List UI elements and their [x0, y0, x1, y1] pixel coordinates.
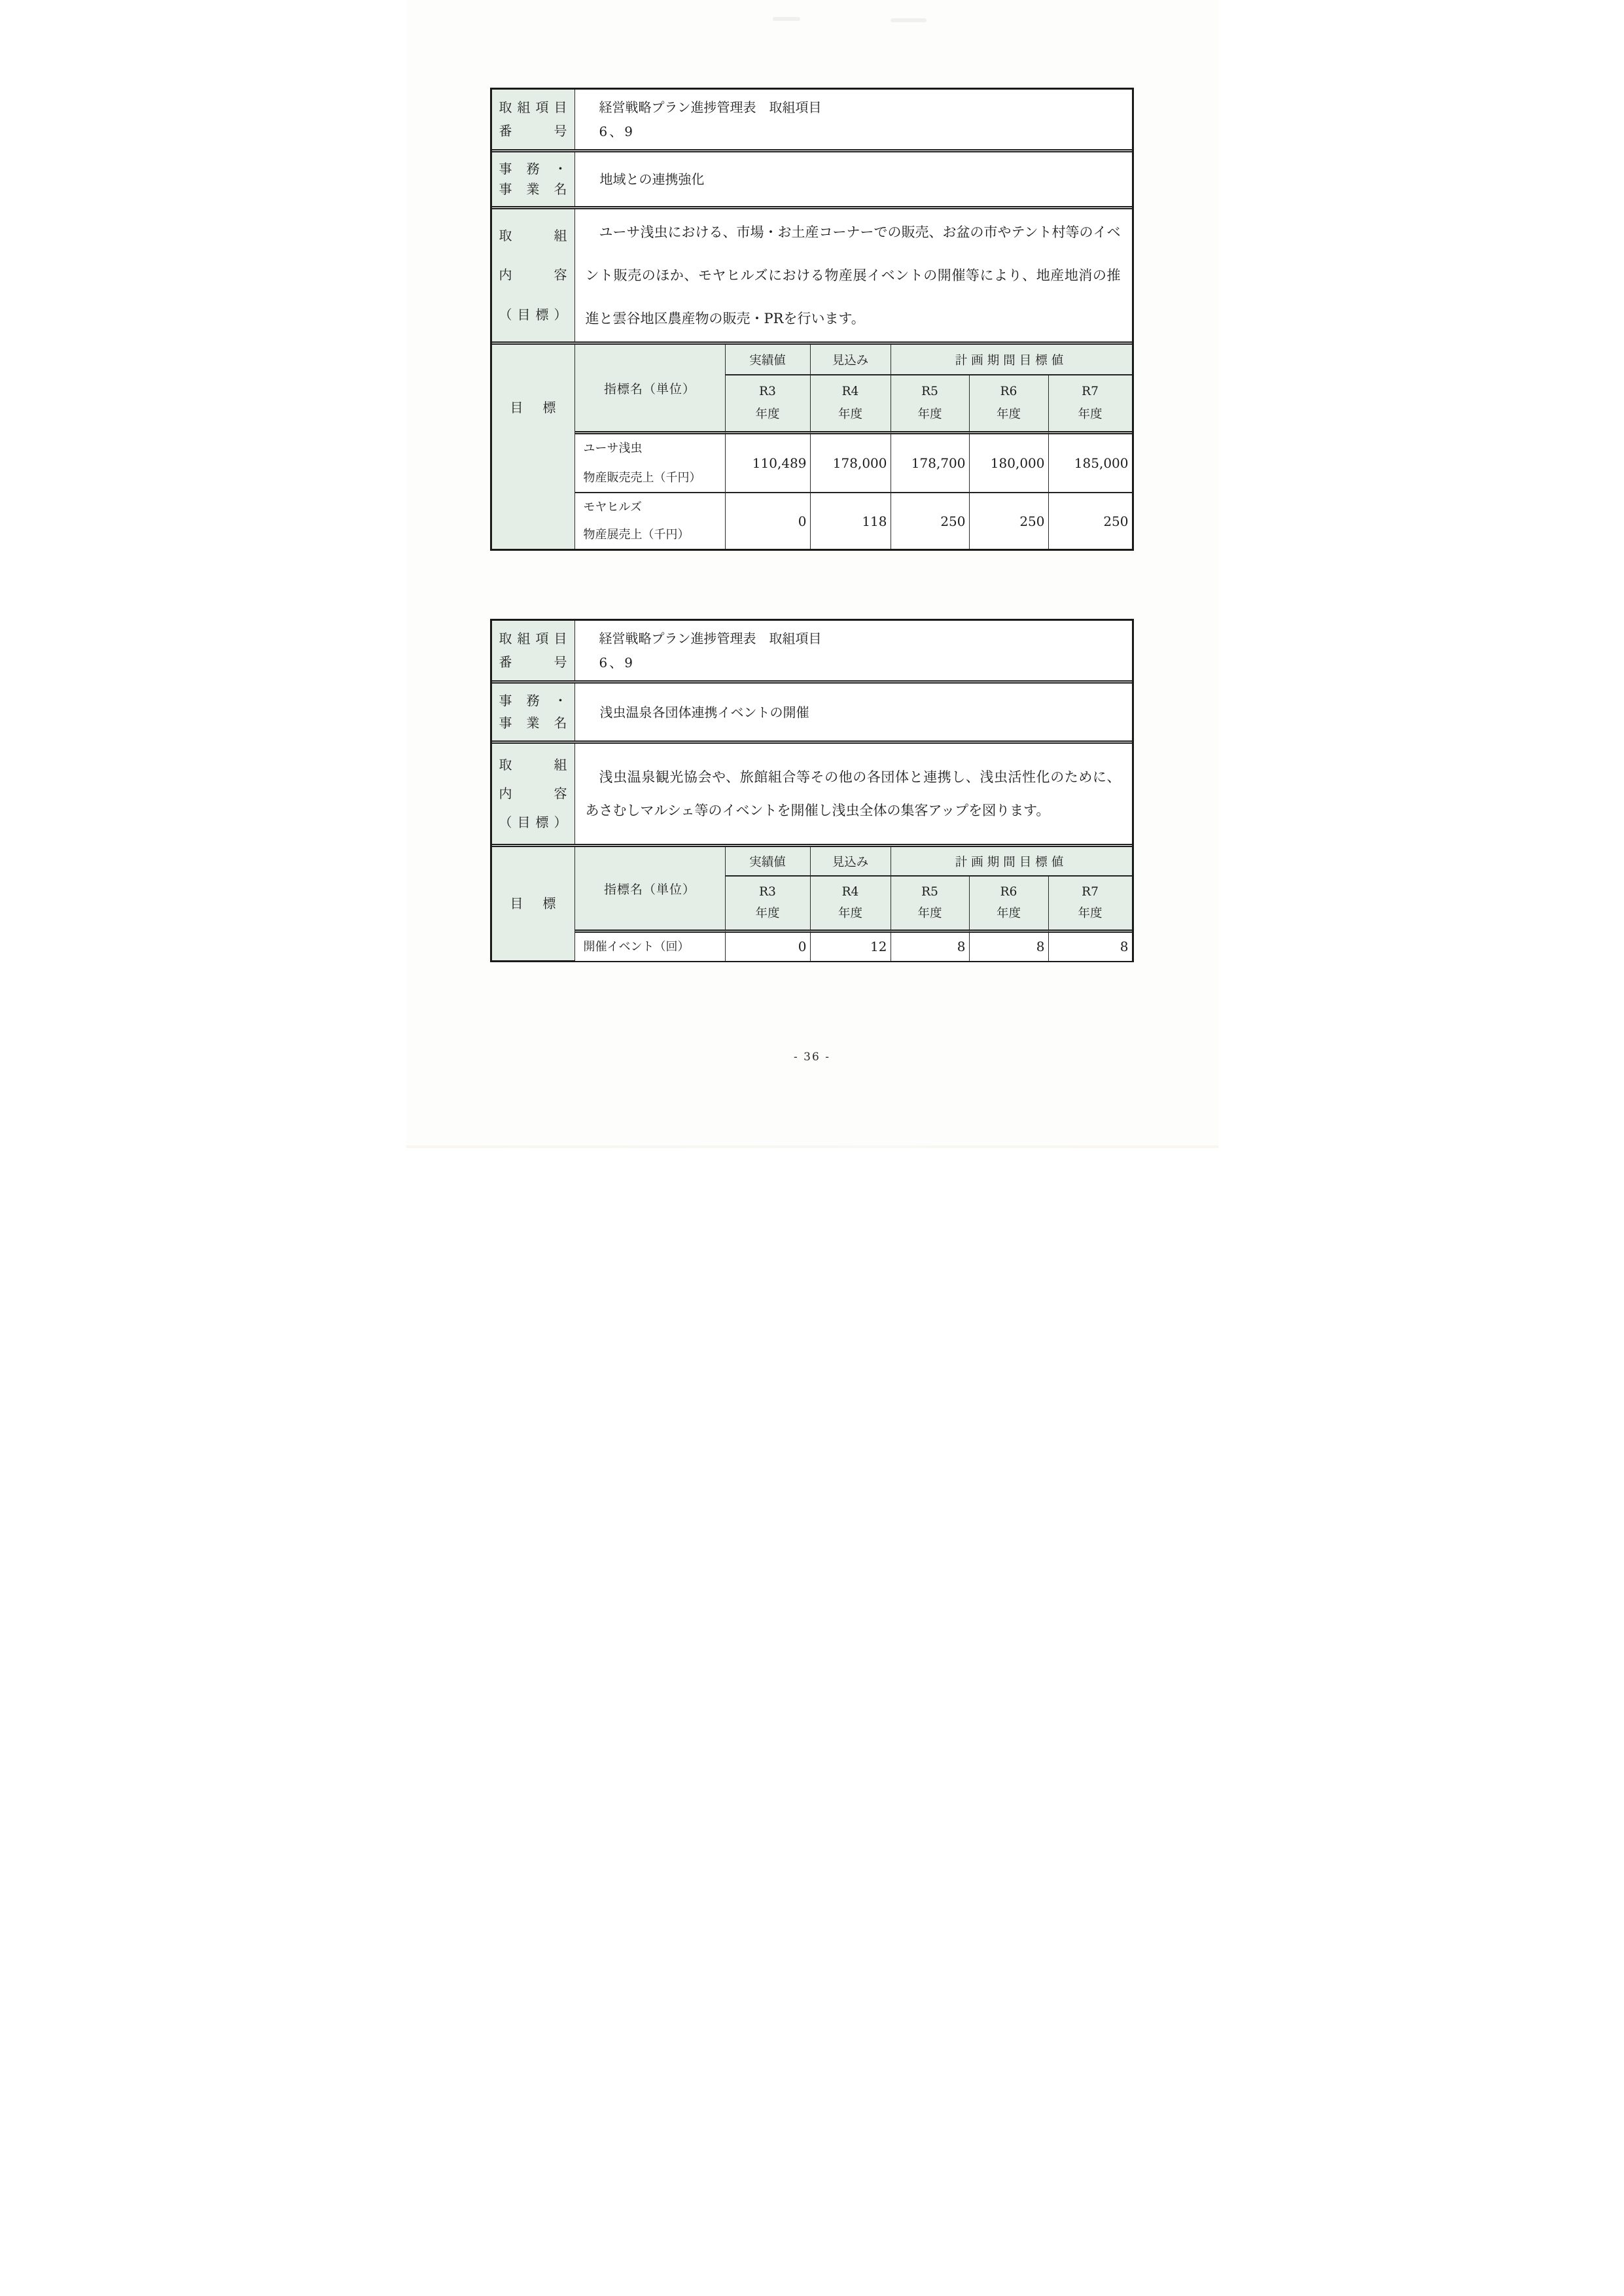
goal-label: 目標 [510, 400, 556, 415]
office-name-value-cell [575, 152, 1132, 206]
year-suffix: 年度 [917, 408, 942, 421]
actual-value-header: 実績値 [726, 345, 811, 375]
office-label-line: 事業名 [499, 714, 567, 731]
content-label-line: （目標） [499, 307, 567, 323]
item-label-line: 取組項目 [499, 99, 567, 116]
year-header-r4 [811, 877, 891, 933]
year-suffix: 年度 [1078, 408, 1103, 421]
year-code: R4 [841, 885, 859, 899]
indicator-value: 250 [1049, 493, 1132, 549]
office-name-label-cell [492, 152, 575, 206]
item-number-value: 6、9 [599, 655, 635, 671]
plan-period-target-header: 計画期間目標値 [891, 345, 1132, 375]
year-header-r6 [970, 877, 1049, 933]
indicator-name-line: 物産展売上（千円） [583, 528, 690, 542]
goal-row [492, 844, 1132, 960]
year-header-r3 [726, 375, 811, 434]
office-name-row [492, 149, 1132, 206]
content-label-line: 取組 [499, 227, 567, 243]
table-title: 経営戦略プラン進捗管理表 取組項目 [599, 630, 822, 646]
year-code: R6 [1000, 385, 1017, 398]
year-code: R4 [841, 385, 859, 398]
item-number-value-cell [575, 621, 1132, 680]
year-code: R6 [1000, 885, 1017, 899]
year-suffix: 年度 [838, 907, 862, 920]
plan-progress-table-1 [490, 88, 1134, 551]
indicator-value: 0 [726, 493, 811, 549]
indicator-name-line: モヤヒルズ [583, 500, 642, 514]
year-header-r7 [1049, 375, 1132, 434]
indicator-row-name [575, 493, 726, 549]
year-suffix: 年度 [755, 907, 780, 920]
initiative-content-row [492, 740, 1132, 844]
initiative-content-row [492, 206, 1132, 341]
item-label-line: 取組項目 [499, 631, 567, 647]
year-suffix: 年度 [1078, 907, 1103, 920]
indicator-value: 8 [970, 933, 1049, 961]
page-number: - 36 - [794, 1051, 830, 1064]
year-header-r7 [1049, 877, 1132, 933]
year-code: R3 [759, 885, 776, 899]
year-suffix: 年度 [996, 408, 1021, 421]
item-number-label-cell [492, 90, 575, 149]
office-name-value: 地域との連携強化 [599, 171, 705, 187]
office-label-line: 事務・ [499, 161, 567, 177]
indicator-value: 110,489 [726, 434, 811, 493]
indicator-row-name [575, 434, 726, 493]
indicator-value: 0 [726, 933, 811, 961]
initiative-content-cell [575, 209, 1132, 341]
indicator-value: 180,000 [970, 434, 1049, 493]
initiative-content-text: 浅虫温泉観光協会や、旅館組合等その他の各団体と連携し、浅虫活性化のために、あさむしマルシェ等のイベントを開催し浅虫全体の集客アップを図ります。 [585, 769, 1121, 818]
item-number-value-cell [575, 90, 1132, 149]
item-number-label-cell [492, 621, 575, 680]
goal-row [492, 341, 1132, 549]
year-code: R7 [1082, 385, 1099, 398]
item-number-row [492, 621, 1132, 680]
content-label-line: （目標） [499, 814, 567, 831]
indicator-value: 12 [811, 933, 891, 961]
number-label-line: 番号 [499, 653, 567, 670]
indicator-name-header: 指標名（単位） [575, 345, 726, 434]
indicator-value: 250 [891, 493, 970, 549]
forecast-header: 見込み [811, 847, 891, 877]
indicator-value: 118 [811, 493, 891, 549]
year-code: R7 [1082, 885, 1099, 899]
indicator-table [575, 345, 1132, 549]
item-number-value: 6、9 [599, 124, 635, 140]
year-header-r5 [891, 375, 970, 434]
year-header-r4 [811, 375, 891, 434]
indicator-value: 250 [970, 493, 1049, 549]
indicator-value: 8 [891, 933, 970, 961]
year-suffix: 年度 [996, 907, 1021, 920]
table-title: 経営戦略プラン進捗管理表 取組項目 [599, 99, 822, 115]
initiative-content-label-cell [492, 744, 575, 844]
forecast-header: 見込み [811, 345, 891, 375]
indicator-name-line: 開催イベント（回） [583, 940, 690, 954]
content-label-line: 取組 [499, 756, 567, 773]
indicator-value: 8 [1049, 933, 1132, 961]
office-name-value: 浅虫温泉各団体連携イベントの開催 [599, 704, 809, 720]
year-suffix: 年度 [917, 907, 942, 920]
initiative-content-text: ユーサ浅虫における、市場・お土産コーナーでの販売、お盆の市やテント村等のイベント販売のほか、モヤヒルズにおける物産展イベントの開催等により、地産地消の推進と雲谷地区農産物の販売・PRを行います。 [585, 224, 1121, 326]
year-code: R5 [921, 885, 938, 899]
item-number-row [492, 90, 1132, 149]
number-label-line: 番号 [499, 122, 567, 139]
scan-artifact [891, 18, 927, 22]
indicator-value: 185,000 [1049, 434, 1132, 493]
indicator-value: 178,000 [811, 434, 891, 493]
scan-artifact [773, 17, 800, 21]
goal-label-cell [492, 345, 575, 549]
indicator-value: 178,700 [891, 434, 970, 493]
year-header-r3 [726, 877, 811, 933]
content-label-line: 内容 [499, 267, 567, 283]
plan-period-target-header: 計画期間目標値 [891, 847, 1132, 877]
indicator-name-line: 物産販売売上（千円） [583, 471, 701, 485]
year-suffix: 年度 [838, 408, 862, 421]
year-code: R3 [759, 385, 776, 398]
goal-label: 目標 [510, 896, 556, 911]
goal-label-cell [492, 847, 575, 960]
office-name-row [492, 680, 1132, 740]
indicator-table [575, 847, 1132, 960]
year-header-r6 [970, 375, 1049, 434]
indicator-name-header: 指標名（単位） [575, 847, 726, 933]
actual-value-header: 実績値 [726, 847, 811, 877]
year-header-r5 [891, 877, 970, 933]
office-label-line: 事務・ [499, 693, 567, 709]
year-suffix: 年度 [755, 408, 780, 421]
indicator-row-name [575, 933, 726, 961]
year-code: R5 [921, 385, 938, 398]
scanned-document-page [406, 0, 1218, 1148]
initiative-content-cell [575, 744, 1132, 844]
content-label-line: 内容 [499, 785, 567, 801]
plan-progress-table-2 [490, 619, 1134, 962]
scan-artifact [406, 1145, 1218, 1148]
office-label-line: 事業名 [499, 181, 567, 197]
initiative-content-label-cell [492, 209, 575, 341]
office-name-value-cell [575, 684, 1132, 740]
indicator-name-line: ユーサ浅虫 [583, 442, 643, 455]
office-name-label-cell [492, 684, 575, 740]
